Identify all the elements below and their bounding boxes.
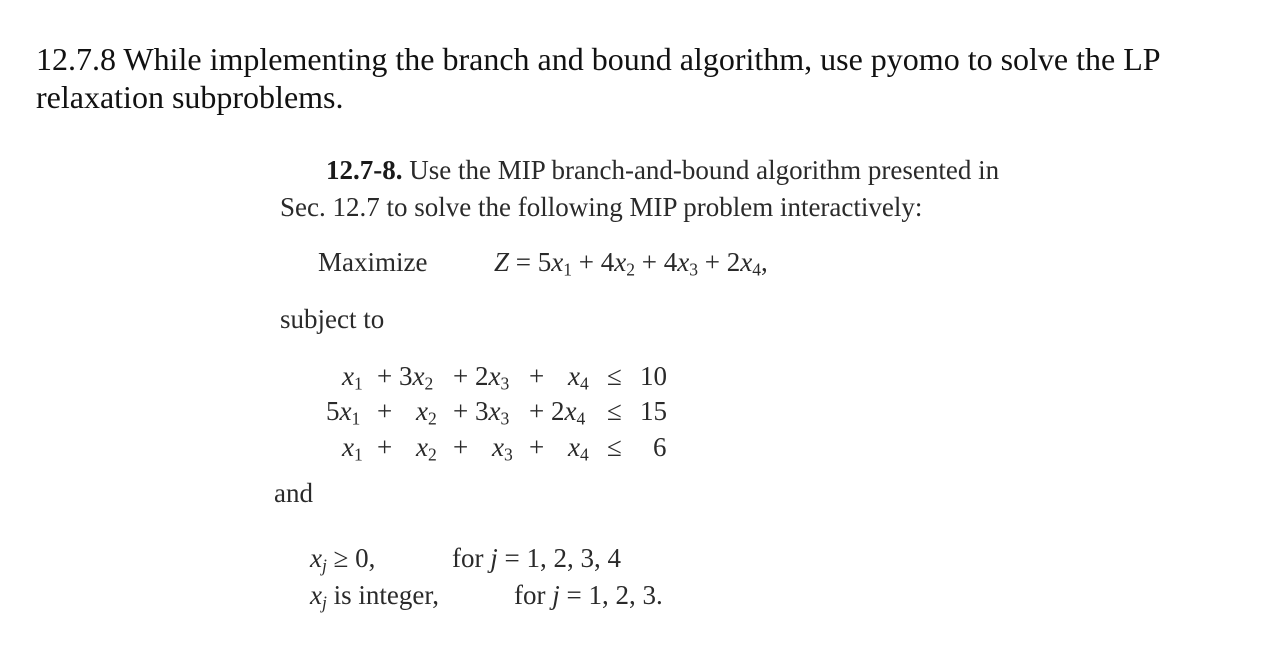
maximize-label: Maximize bbox=[318, 247, 428, 277]
question-text: 12.7.8 While implementing the branch and bound algorithm, use pyomo to solve the LP relaxation subproblems. bbox=[36, 41, 1160, 115]
nonnegativity-range: for j = 1, 2, 3, 4 bbox=[452, 543, 621, 573]
nonnegativity-condition: $x_j \ge 0$, bbox=[310, 543, 376, 576]
constraint-row-3: $x_1$ + $x_2$ + $x_3$ + $x_4$ ≤ 6 bbox=[342, 432, 667, 465]
and-label: and bbox=[274, 478, 313, 508]
subject-to-label: subject to bbox=[280, 304, 385, 334]
constraint-row-2: $5x_1$ + $x_2$ + $3x_3$ + $2x_4$ ≤ 15 bbox=[326, 396, 667, 429]
constraint-row-1: $x_1$ + $3x_2$ + $2x_3$ + $x_4$ ≤ 10 bbox=[342, 361, 667, 394]
problem-intro-line2: Sec. 12.7 to solve the following MIP problem interactively: bbox=[280, 192, 923, 222]
problem-intro-line1 bbox=[326, 157, 999, 184]
integer-range: for j = 1, 2, 3. bbox=[514, 580, 663, 610]
constraint-rhs-1: 10 bbox=[640, 361, 667, 391]
problem-intro-text: Use the MIP branch-and-bound algorithm presented in bbox=[409, 155, 1000, 185]
constraint-rhs-3: 6 bbox=[653, 432, 667, 462]
integer-condition: $x_j$ is integer, bbox=[310, 580, 439, 613]
problem-number: 12.7-8. bbox=[326, 155, 403, 185]
constraint-rhs-2: 15 bbox=[640, 396, 667, 426]
objective-function: $Z = 5x_1 + 4x_2 + 4x_3 + 2x_4$, bbox=[494, 247, 768, 280]
